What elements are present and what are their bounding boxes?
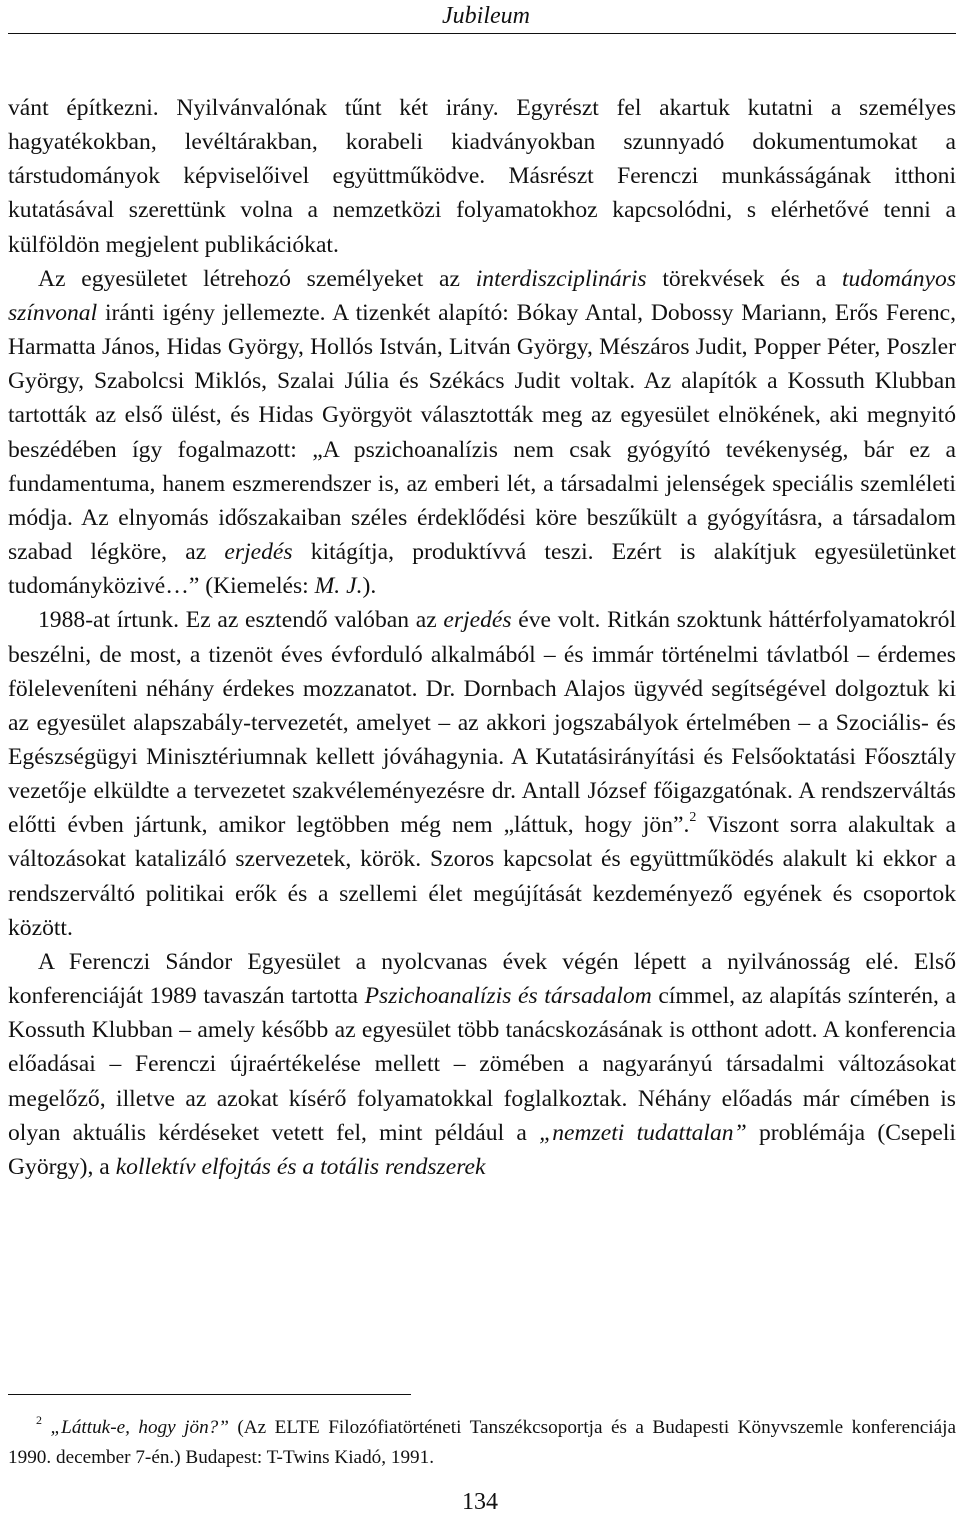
p2-emphasis-3: erjedés — [224, 539, 293, 566]
p3-text-c: Viszont sorra alakultak a változásokat katalizáló szervezetek, körök. Szoros kapcsolat és együttműködés alakult ki ekkor a rendszerváltó politikai erők és a szellemi élet megújítását kezdeményező egyének és csoportok között. — [8, 812, 956, 941]
p4-text-b: címmel, az alapítás színterén, a Kossuth Klubban – amely később az egyesület több tanácskozásának is otthont adott. A konferencia előadásai – Ferenczi újraértékelése mellett – zömében a nagyarányú társadalmi változásokat megelőző, illetve az azokat kísérő folyamatokkal foglalkoztak. Néhány előadás már címében is olyan aktuális kérdéseket vetett fel, mint például a — [8, 983, 957, 1146]
p4-emphasis-1: Pszichoanalízis és társadalom — [364, 983, 652, 1010]
p2-emphasis-2: tudományos színvonal — [8, 265, 956, 326]
p2-text-a: Az egyesületet létrehozó személyeket az — [38, 265, 476, 292]
p2-text-e: ). — [362, 573, 377, 600]
article-body — [8, 91, 956, 1184]
footnote-text: (Az ELTE Filozófiatörténeti Tanszékcsoportja és a Budapesti Könyvszemle konferenciája 1990. december 7-én.) Budapest: T-Twins Kiadó, 1991. — [8, 1417, 957, 1468]
p2-text-b: törekvések és a — [646, 265, 842, 292]
p2-text-c: iránti igény jellemezte. A tizenkét alapító: Bókay Antal, Dobossy Mariann, Erős Ferenc, Harmatta János, Hidas György, Hollós István, Litván György, Mészáros Judit, Popper Péter, Poszler György, Szabolcsi Miklós, Szalai Júlia és Székács Judit voltak. Az alapítók a Kossuth Klubban tartották az első ülést, és Hidas Györgyöt választották meg az egyesület elnökének, aki megnyitó beszédében így fogalmazott: „A pszichoanalízis nem csak gyógyító tevékenység, bár ez a fundamentuma, hanem eszmerendszer is, az emberi lét, a társadalmi jelenségek speciális szemléleti módja. Az elnyomás időszakaiban széles érdeklődési köre beszűkült a gyógyításra, a társadalom szabad légköre, az — [8, 299, 956, 566]
p2-emphasis-1: interdiszciplináris — [475, 265, 647, 292]
paragraph-2 — [8, 262, 956, 604]
p4-text-c: problémája (Csepeli György), a — [8, 1119, 956, 1180]
p3-text-a: 1988-at írtunk. Ez az esztendő valóban az — [38, 607, 444, 634]
footnote — [8, 1413, 956, 1473]
p4-emphasis-3: kollektív elfojtás és a totális rendszerek — [115, 1153, 486, 1180]
p3-emphasis-1: erjedés — [443, 607, 512, 634]
footnote-number: 2 — [36, 1412, 42, 1427]
p3-text-b: éve volt. Ritkán szoktunk háttérfolyamatokról beszélni, de most, a tizenöt éves évforduló alkalmából – és immár történelmi távlatból – érdemes föleleveníteni néhány érdekes mozzanatot. Dr. Dornbach Alajos ügyvéd segítségével dolgoztuk ki az egyesület alapszabály-tervezetét, amelyet – az akkori jogszabályok értelmében – a Szociális- és Egészségügyi Minisztériumnak kellett jóváhagynia. A Kutatásirányítási és Felsőoktatási Főosztály vezetője elküldte a tervezetet szakvéleményezésre dr. Antall József főigazgatónak. A rendszerváltás előtti évben jártunk, amikor legtöbben még nem „láttuk, hogy jön”. — [8, 607, 957, 839]
footnote-reference: 2 — [689, 810, 697, 826]
p2-emphasis-4: M. J. — [314, 573, 363, 600]
p4-emphasis-2: „nemzeti tudattalan” — [539, 1119, 747, 1146]
p1-text: vánt építkezni. Nyilvánvalónak tűnt két irány. Egyrészt fel akartuk kutatni a személyes hagyatékokban, levéltárakban, korabeli kiadványokban szunnyadó dokumentumokat a társtudományok képviselőivel együttműködve. Másrészt Ferenczi munkásságának itthoni kutatásával szerettünk volna a nemzetközi folyamatokhoz kapcsolódni, s elérhetővé tenni a külföldön megjelent publikációkat. — [8, 95, 956, 258]
footnote-title: „Láttuk-e, hogy jön?” — [50, 1417, 229, 1438]
running-header — [8, 0, 956, 34]
paragraph-3 — [8, 603, 956, 945]
p2-text-d: kitágítja, produktívvá teszi. Ezért is alakítjuk egyesületünket tudományközivé…” (Kiemelés: — [8, 539, 956, 600]
header-title: Jubileum — [442, 3, 530, 29]
paragraph-4 — [8, 945, 956, 1184]
page-number: 134 — [462, 1489, 498, 1515]
footnote-divider — [8, 1394, 411, 1395]
p4-text-a: A Ferenczi Sándor Egyesület a nyolcvanas évek végén lépett a nyilvánosság elé. Első konferenciáját 1989 tavaszán tartotta — [8, 948, 956, 1010]
paragraph-1 — [8, 91, 956, 262]
